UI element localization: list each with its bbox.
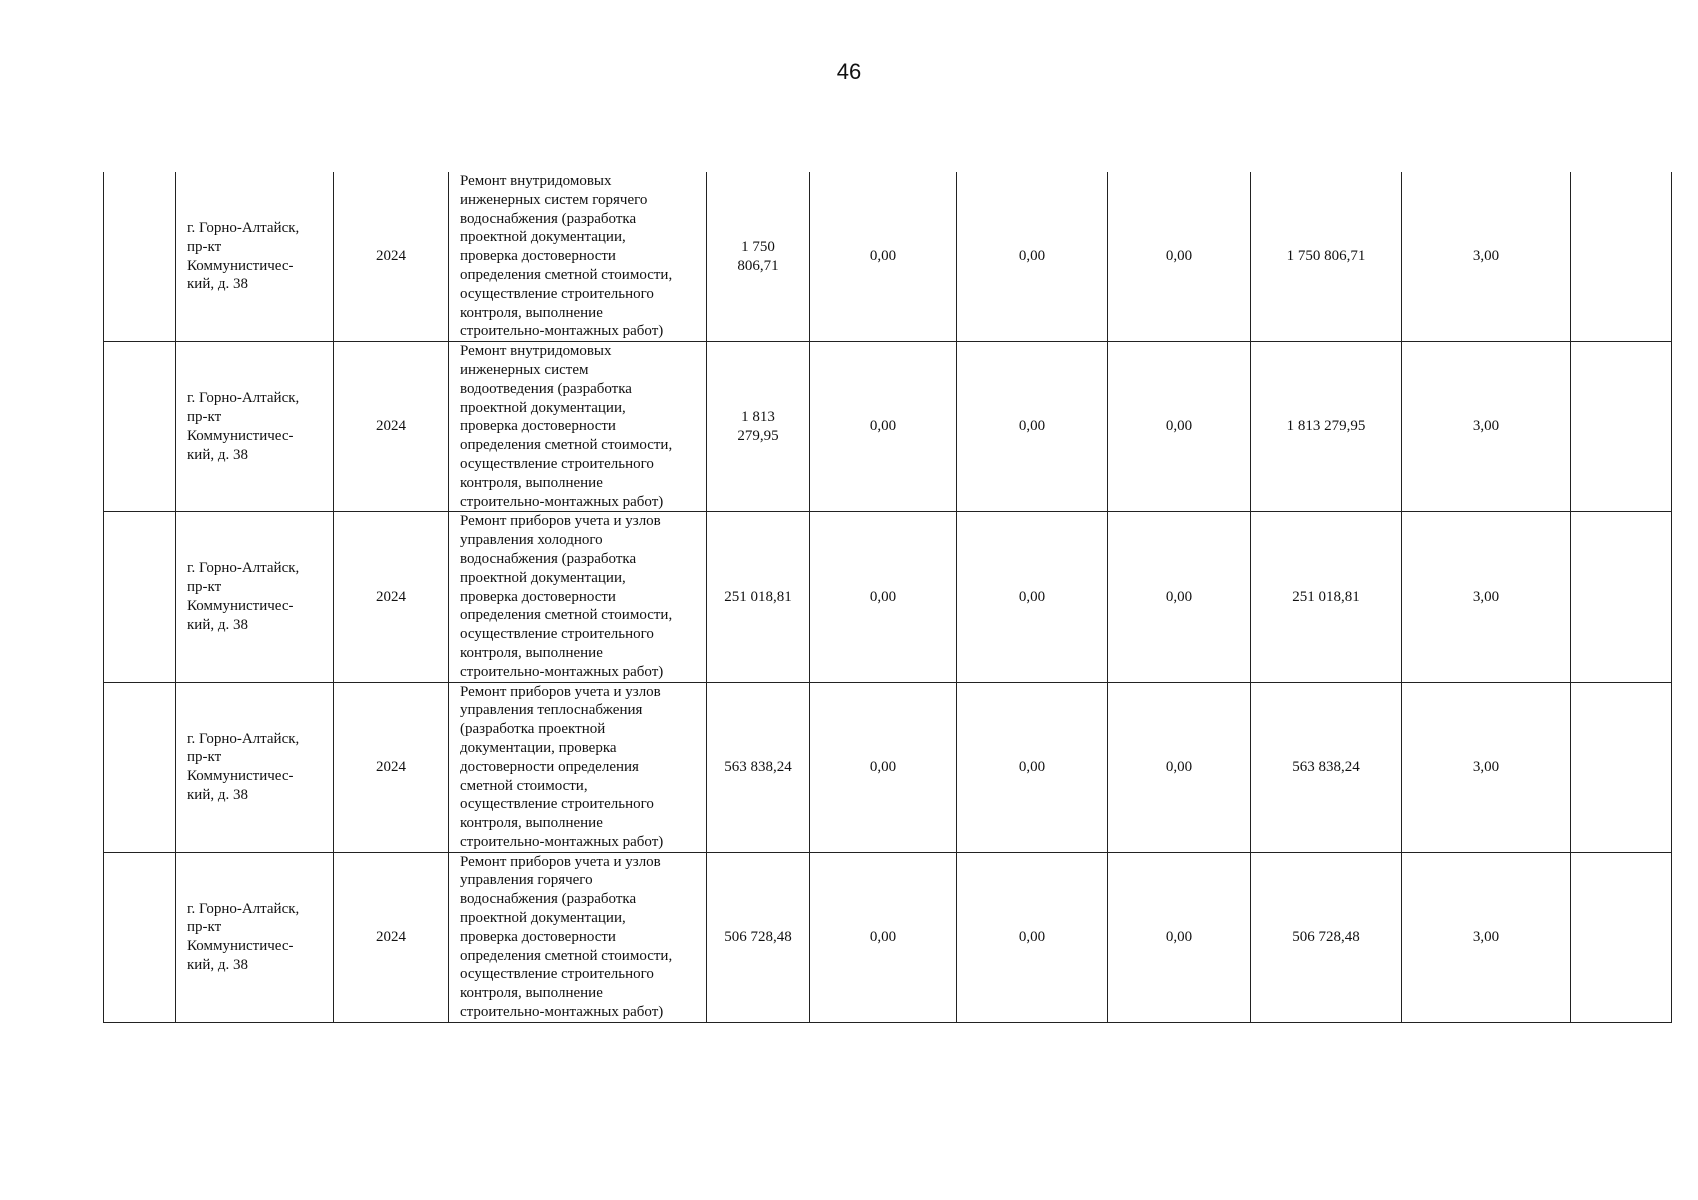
total-cost-cell (707, 342, 810, 512)
work-description-line: документации, проверка (460, 739, 617, 756)
trailing-empty-cell (1571, 682, 1672, 852)
amount-cell-c: 0,00 (1108, 512, 1251, 682)
row-number-cell (104, 342, 176, 512)
work-description-line: контроля, выполнение (460, 985, 603, 1002)
amount-cell-a: 0,00 (810, 342, 957, 512)
work-description-line: проверка достоверности (460, 248, 616, 265)
work-description-cell (449, 172, 707, 342)
work-description-line: инженерных систем (460, 361, 589, 378)
amount-cell-a: 0,00 (810, 852, 957, 1022)
amount-cell-c: 0,00 (1108, 682, 1251, 852)
amount-cell-b: 0,00 (957, 682, 1108, 852)
address-line: пр-кт (187, 408, 222, 425)
total-cost-cell (707, 512, 810, 682)
table-body (104, 172, 1672, 1022)
work-description-cell (449, 852, 707, 1022)
row-number-cell (104, 852, 176, 1022)
rate-cell: 3,00 (1402, 512, 1571, 682)
work-description-line: водоотведения (разработка (460, 380, 632, 397)
work-description-line: водоснабжения (разработка (460, 210, 637, 227)
work-description-line: осуществление строительного (460, 966, 654, 983)
repair-works-table (103, 172, 1672, 1023)
address-line: Коммунистичес- (187, 597, 294, 614)
work-description-line: осуществление строительного (460, 796, 654, 813)
work-description-line: определения сметной стоимости, (460, 947, 673, 964)
work-description-line: контроля, выполнение (460, 815, 603, 832)
amount-cell-a: 0,00 (810, 512, 957, 682)
work-description-line: Ремонт приборов учета и узлов (460, 683, 661, 700)
address-line: г. Горно-Алтайск, (187, 730, 300, 747)
table-row (104, 512, 1672, 682)
work-description-line: проектной документации, (460, 399, 626, 416)
work-description-cell (449, 512, 707, 682)
work-description-line: управления холодного (460, 532, 603, 549)
table-row (104, 852, 1672, 1022)
work-description-line: управления горячего (460, 872, 593, 889)
work-description-line: определения сметной стоимости, (460, 607, 673, 624)
amount-cell-d: 1 750 806,71 (1251, 172, 1402, 342)
work-description-line: определения сметной стоимости, (460, 266, 673, 283)
amount-cell-d: 563 838,24 (1251, 682, 1402, 852)
total-cost-cell (707, 852, 810, 1022)
amount-cell-d: 506 728,48 (1251, 852, 1402, 1022)
address-line: пр-кт (187, 579, 222, 596)
amount-cell-a: 0,00 (810, 682, 957, 852)
work-description-line: строительно-монтажных работ) (460, 833, 664, 850)
work-description-line: управления теплоснабжения (460, 702, 643, 719)
work-description-line: (разработка проектной (460, 721, 606, 738)
address-line: Коммунистичес- (187, 768, 294, 785)
rate-cell: 3,00 (1402, 852, 1571, 1022)
work-description-line: достоверности определения (460, 758, 639, 775)
table-row (104, 172, 1672, 342)
work-description-line: инженерных систем горячего (460, 191, 648, 208)
address-line: кий, д. 38 (187, 786, 248, 803)
address-line: кий, д. 38 (187, 957, 248, 974)
trailing-empty-cell (1571, 342, 1672, 512)
work-description-line: осуществление строительного (460, 285, 654, 302)
work-description-line: строительно-монтажных работ) (460, 493, 664, 510)
total-cost-line: 1 750 (741, 238, 775, 255)
row-number-cell (104, 172, 176, 342)
page-number: 46 (836, 59, 862, 84)
row-number-cell (104, 512, 176, 682)
work-description-line: контроля, выполнение (460, 474, 603, 491)
address-line: г. Горно-Алтайск, (187, 900, 300, 917)
rate-cell: 3,00 (1402, 172, 1571, 342)
address-cell (176, 682, 334, 852)
work-description-line: строительно-монтажных работ) (460, 323, 664, 340)
year-cell: 2024 (334, 852, 449, 1022)
amount-cell-c: 0,00 (1108, 342, 1251, 512)
address-cell (176, 342, 334, 512)
total-cost-line: 563 838,24 (724, 758, 792, 775)
address-line: кий, д. 38 (187, 446, 248, 463)
table-row (104, 342, 1672, 512)
trailing-empty-cell (1571, 512, 1672, 682)
total-cost-line: 506 728,48 (724, 928, 792, 945)
work-description-line: строительно-монтажных работ) (460, 1004, 664, 1021)
total-cost-line: 279,95 (737, 427, 779, 444)
work-description-line: проектной документации, (460, 910, 626, 927)
address-line: г. Горно-Алтайск, (187, 390, 300, 407)
total-cost-line: 806,71 (737, 257, 779, 274)
trailing-empty-cell (1571, 852, 1672, 1022)
address-line: пр-кт (187, 749, 222, 766)
work-description-line: осуществление строительного (460, 455, 654, 472)
work-description-cell (449, 342, 707, 512)
work-description-line: контроля, выполнение (460, 304, 603, 321)
address-line: кий, д. 38 (187, 616, 248, 633)
work-description-line: Ремонт приборов учета и узлов (460, 513, 661, 530)
work-description-line: проектной документации, (460, 569, 626, 586)
trailing-empty-cell (1571, 172, 1672, 342)
work-description-line: Ремонт внутридомовых (460, 343, 612, 360)
work-description-line: строительно-монтажных работ) (460, 663, 664, 680)
row-number-cell (104, 682, 176, 852)
work-description-line: сметной стоимости, (460, 777, 588, 794)
work-description-line: проектной документации, (460, 229, 626, 246)
year-cell: 2024 (334, 512, 449, 682)
address-line: Коммунистичес- (187, 938, 294, 955)
total-cost-line: 251 018,81 (724, 588, 792, 605)
year-cell: 2024 (334, 342, 449, 512)
address-line: г. Горно-Алтайск, (187, 219, 300, 236)
amount-cell-d: 251 018,81 (1251, 512, 1402, 682)
rate-cell: 3,00 (1402, 682, 1571, 852)
amount-cell-b: 0,00 (957, 172, 1108, 342)
work-description-line: определения сметной стоимости, (460, 437, 673, 454)
rate-cell: 3,00 (1402, 342, 1571, 512)
work-description-line: проверка достоверности (460, 928, 616, 945)
year-cell: 2024 (334, 682, 449, 852)
work-description-line: водоснабжения (разработка (460, 550, 637, 567)
amount-cell-c: 0,00 (1108, 172, 1251, 342)
amount-cell-d: 1 813 279,95 (1251, 342, 1402, 512)
address-line: Коммунистичес- (187, 427, 294, 444)
work-description-line: проверка достоверности (460, 588, 616, 605)
work-description-line: Ремонт внутридомовых (460, 173, 612, 189)
work-description-line: осуществление строительного (460, 626, 654, 643)
address-line: пр-кт (187, 238, 222, 255)
work-description-line: Ремонт приборов учета и узлов (460, 853, 661, 870)
work-description-cell (449, 682, 707, 852)
address-line: г. Горно-Алтайск, (187, 560, 300, 577)
table-row (104, 682, 1672, 852)
amount-cell-b: 0,00 (957, 512, 1108, 682)
amount-cell-b: 0,00 (957, 852, 1108, 1022)
address-line: пр-кт (187, 919, 222, 936)
amount-cell-c: 0,00 (1108, 852, 1251, 1022)
total-cost-cell (707, 682, 810, 852)
total-cost-cell (707, 172, 810, 342)
address-cell (176, 512, 334, 682)
address-cell (176, 852, 334, 1022)
address-line: Коммунистичес- (187, 257, 294, 274)
year-cell: 2024 (334, 172, 449, 342)
total-cost-line: 1 813 (741, 408, 775, 425)
work-description-line: проверка достоверности (460, 418, 616, 435)
work-description-line: водоснабжения (разработка (460, 891, 637, 908)
work-description-line: контроля, выполнение (460, 644, 603, 661)
amount-cell-a: 0,00 (810, 172, 957, 342)
address-cell (176, 172, 334, 342)
address-line: кий, д. 38 (187, 276, 248, 293)
amount-cell-b: 0,00 (957, 342, 1108, 512)
